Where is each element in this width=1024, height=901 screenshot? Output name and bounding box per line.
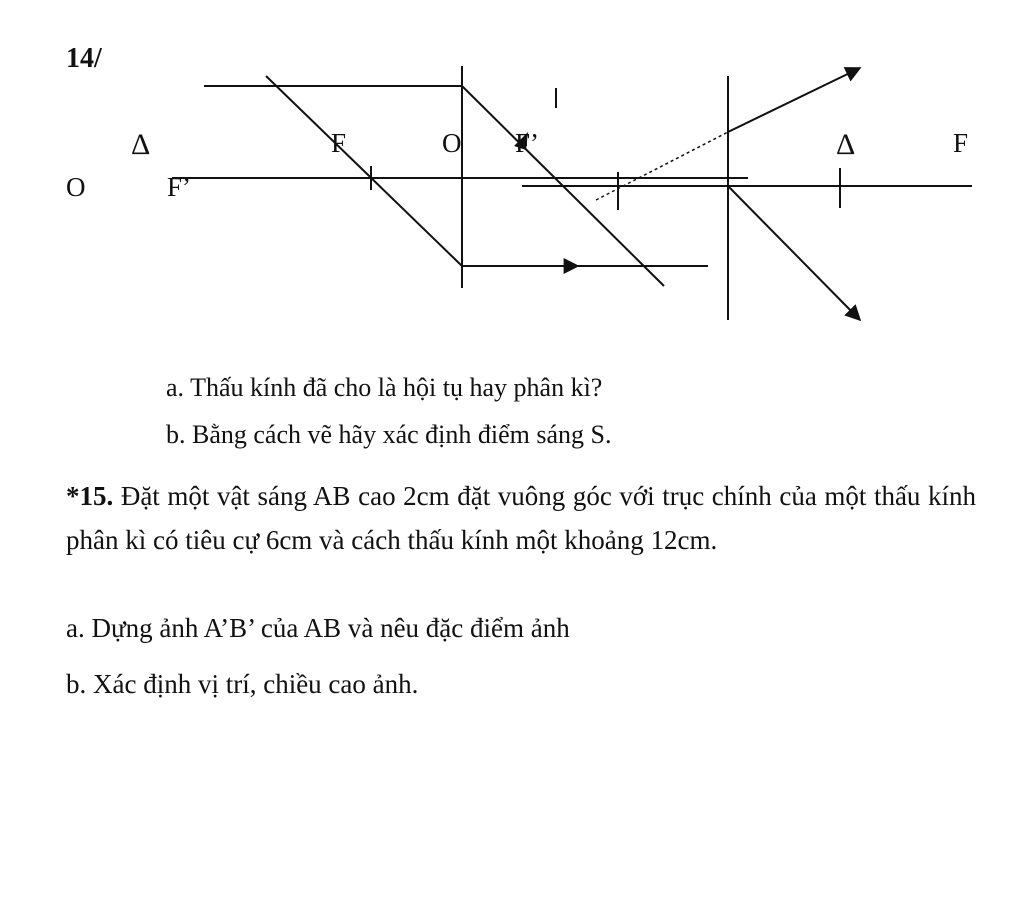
problem-15-question-b: b. Xác định vị trí, chiều cao ảnh. (66, 669, 419, 699)
right-figure (522, 68, 972, 320)
incident-ray-through-focus (266, 76, 462, 266)
problem-15-statement (66, 474, 976, 562)
extension-dashed (596, 132, 728, 200)
label-fprime-left: F’ (167, 172, 192, 202)
problem-15-number: *15. (66, 481, 114, 511)
left-figure (172, 66, 748, 288)
emergent-ray-up (728, 68, 860, 132)
label-delta-left: Δ (131, 128, 151, 161)
problem-14-question-a: a. Thấu kính đã cho là hội tụ hay phân kì? (166, 373, 603, 402)
label-o-center: O (442, 128, 462, 158)
optics-ray-diagram (0, 0, 1024, 340)
label-delta-right: Δ (836, 128, 856, 161)
label-f-right: F (953, 128, 969, 158)
problem-14-question-b: b. Bằng cách vẽ hãy xác định điểm sáng S. (166, 420, 612, 449)
problem-14-number: 14/ (66, 43, 102, 74)
label-o-left: O (66, 172, 86, 202)
problem-15-question-a: a. Dựng ảnh A’B’ của AB và nêu đặc điểm ảnh (66, 613, 570, 643)
problem-15-text: Đặt một vật sáng AB cao 2cm đặt vuông góc với trục chính của một thấu kính phân kì có tiêu cự 6cm và cách thấu kính một khoảng 12cm. (66, 481, 976, 555)
label-f-left: F (331, 128, 347, 158)
label-fprime-center: F’ (515, 128, 540, 158)
